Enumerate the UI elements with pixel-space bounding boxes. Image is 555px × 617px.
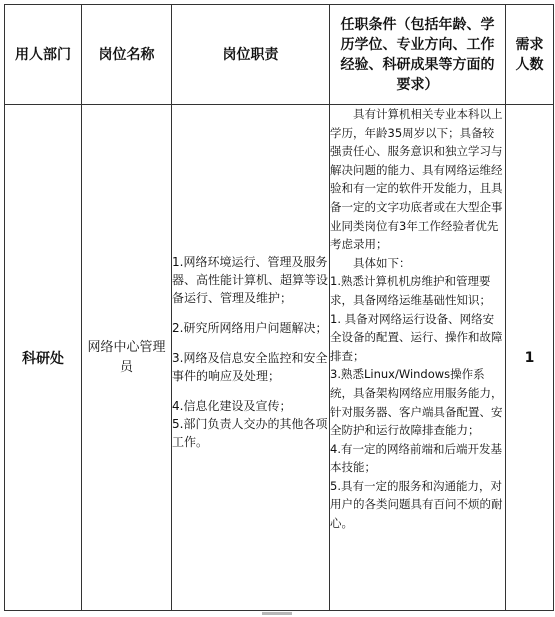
table-row: [5, 105, 554, 611]
header-dept: 用人部门: [5, 5, 82, 105]
duty-item: 1.网络环境运行、管理及服务器、高性能计算机、超算等设备运行、管理及维护；: [172, 254, 329, 305]
cell-position: 网络中心管理员: [82, 105, 172, 611]
requirement-item: 5.具有一定的服务和沟通能力，对用户的各类问题具有百问不烦的耐心。: [330, 478, 503, 531]
header-duties: 岗位职责: [172, 5, 330, 105]
cell-requirements: [330, 105, 506, 611]
requirement-item: 1. 具备对网络运行设备、网络安全设备的配置、运行、操作和故障排查；: [330, 311, 503, 363]
requirement-item: 3.熟悉Linux/Windows操作系统，具备架构网络应用服务能力，针对服务器、客户端具备配置、安全防护和运行故障排查能力；: [330, 367, 503, 438]
header-count: 需求人数: [506, 5, 554, 105]
recruitment-table: [4, 4, 554, 611]
duty-item: 5.部门负责人交办的其他各项工作。: [172, 416, 328, 449]
duty-item: 2.研究所网络用户问题解决；: [172, 320, 328, 335]
cell-duties: [172, 105, 330, 611]
page-edge-marker: [262, 612, 292, 615]
header-row: [5, 5, 554, 105]
header-requirements: 任职条件（包括年龄、学历学位、专业方向、工作经验、科研成果等方面的要求）: [330, 5, 506, 105]
duty-item: 4.信息化建设及宣传；: [172, 398, 292, 413]
requirements-lead: 具体如下：: [353, 255, 411, 270]
requirements-intro: 具有计算机相关专业本科以上学历，年龄35周岁以下；具备较强责任心、服务意识和独立学习与解决问题的能力、具有网络运维经验和有一定的软件开发能力，且具备一定的文字功底者或在大型企事业同类岗位有3年工作经验者优先考虑录用；: [330, 107, 503, 252]
duty-item: 3.网络及信息安全监控和安全事件的响应及处理；: [172, 350, 328, 383]
header-position: 岗位名称: [82, 5, 172, 105]
cell-count: 1: [506, 105, 554, 611]
cell-dept: 科研处: [5, 105, 82, 611]
requirement-item: 1.熟悉计算机机房维护和管理要求，具备网络运维基础性知识；: [330, 274, 491, 307]
requirement-item: 4.有一定的网络前端和后端开发基本技能；: [330, 441, 502, 475]
